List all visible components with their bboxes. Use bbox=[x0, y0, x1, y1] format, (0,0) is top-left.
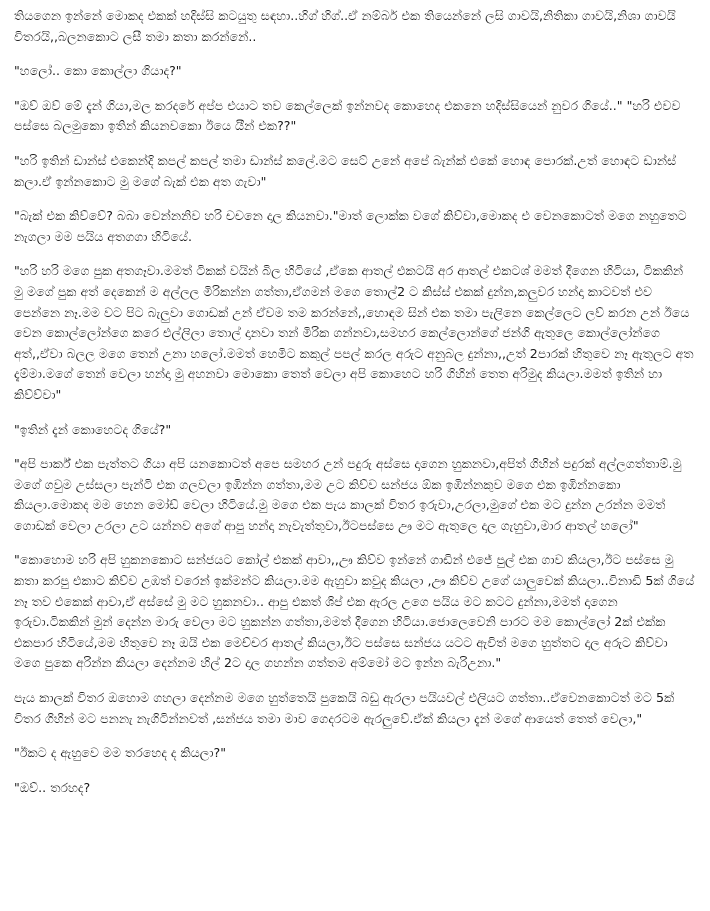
paragraph-8: "අපි පාර්ක් එක පැත්තට ගියා අපි යනකොටත් අපෙ සමහර උන් පදුරු අස්සෙ දාගෙන හුකනවා,අපිත් ගිහින් පදුරක් අල්ලගත්තාම්.මු මගේ ගවුම උස්සලා පැන්ටි එක ගලවලා ඉඹින්න ගත්තා,මම උට කිව්ව සන්ජය ඕක ඉඹින්නකුව මගෙ එක ඉඹින්නකො කියලා.මොකද මම හෙන මෝඩ් වෙලා හිටියේ.මු මගෙ එක පැය කාලක් විතර ඉරුවා,උරලා,මුගේ එක මට දුන්න උරන්න මමත් ගොඩක් වෙලා උරලා උට යන්නව අගේ ආපු හන්දා නැවැත්තුවා,ඊටපස්සෙ ඌ මට ඇතුලෙ දාල ගැහුවා,මාර ආතල් හලෝ" bbox=[14, 456, 682, 533]
paragraph-4: "හරි ඉතින් ඩාන්ස් එකෙන්දි කපල් කපල් තමා ඩාන්ස් කලේ.මට සෙට් උනේ අපේ බැන්ක් එකේ හොඳ පොරක්.උත් හොඳට ඩාන්ස් කලා.ඒ ඉන්නකොට මු මගේ බැක් එක අත ගැවා" bbox=[14, 152, 677, 189]
paragraph-9: "කොහොම හරි අපි හුකනකොට සන්ජයට කෝල් එකක් ආවා,,ඌ කිව්ව ඉන්නේ ගාඩින් එජේ පුල් එක ගාව කියලා,ඊට පස්සෙ මු කතා කරපු එකාට කිව්ව උඹත් වරෙන් ඉක්මන්ට කියලා.මම ඇහුවා කවුද කියලා ,ඌ කිව්ව උගේ යාලුවෙක් කියලා..විනාඩි 5ක් ගියේ නෑ තව එකෙක් ආවා,ඒ අස්සේ මු මට හුකනවා.. ආපු එකත් ශිප් එක ඇරල උගෙ පයිය මට කටට දුන්නා,මමත් දාගෙන ඉරුවා.ටිකකින් මුන් දෙන්න මාරු වෙලා මට හුකන්න ගත්තා,මමත් දීගෙන හිටියා.ජොලෙවෙනි පාරට මම කොල්ලෝ 2ක් එක්ක එකපාර හිටියේ,මම හිතුවෙ නෑ ඔයි එක මෙච්චර ආතල් කියලා,ඊට පස්සෙ සන්ජය යටට ඇවිත් මගෙ හුත්තට දාල අරුට කිව්වා මගෙ පුකෙ අරින්න කියලා දෙන්නම හිල් 2ට දාල ගහන්න ගත්තම අම්මෝ මට ඉන්න බැරිඋනා." bbox=[14, 552, 695, 671]
paragraph-5: "බැක් එක කිව්වේ? බබා වෙන්නනිව හරි චචනෙ දාල කියනවා."මාත් ලොක්ක වගේ කිව්වා,මොකද එ වෙනකොටත් මගෙ නහුතෙට නැගලා මම පයිය අතගගා හිටියේ. bbox=[14, 208, 687, 244]
paragraph-11: "ඊකට ද ඇහුවෙ මම තරහෙද ද කියලා?" bbox=[14, 745, 227, 761]
paragraph-1: තියගෙන ඉන්නේ මොකද එකක් හදිස්සි කටයුතු සඳහා..හිග් හිග්..ඒ නම්බර් එක තියෙන්නේ ලසි ගාවයි,නිතිකා ගාවයි,නිශා ගාවයි විතරයි,,බලනකොට ලසී තමා කතා කරන්නේ.. bbox=[14, 8, 676, 44]
paragraph-7: "ඉතින් දැන් කොහෙටද ගියේ?" bbox=[14, 421, 172, 437]
paragraph-2: "හලෝ.. කො කොල්ලා ගියාද?" bbox=[14, 63, 182, 79]
paragraph-3: "ඔව් ඔව් මේ දැන් ගියා,මල කරදරේ අප්ප එයාට තව කෙල්ලෙක් ඉන්නවද කොහෙද එකනෙ හදිස්සියෙන් නුවර ගියේ.." "හරි එවව පස්සෙ බලමුකො ඉතින් කියනවකො ඊයෙ යීන් එක??" bbox=[14, 97, 681, 134]
paragraph-10: පැය කාලක් විතර ඔහොම ගහලා දෙන්නම මගෙ හුත්තෙයි පුකෙයි බඩු ඇරලා පයියවල් එලියට ගත්තා..ඒවෙනකොටත් මට 5ක් විතර ගිහින් මට පනනැ නැගිටින්නවත් ,සන්ජය තමා මාව ගෙදරටම ඇරලුවේ.ඒක් කියලා දැන් මගේ ආයෙත් තෙත් වෙලා," bbox=[14, 690, 675, 726]
paragraph-12: "ඔව්.. තරහද? bbox=[14, 779, 91, 795]
paragraph-6: "හරි හරි මගෙ පුක අතගෑවා.මමත් ටිකක් වයින් බිල හිටියේ ,ඒකෙ ආතල් එකටයි අර ආතල් එකටශ් මමත් දීගෙන හිටියා, ටිකකින් මු මගේ පුක අත් දෙකෙන් ම අල්ලල මිරිකන්න ගත්තා,ඒගමන් මගෙ තොල්2 ට කිස්ස් එකක් දුන්න,කලුවර හන්දා කාටවත් එව පෙන්නෙ නෑ.මම වට පිට බැලුවා ගොඩක් උන් ඒවම තම කරන්නේ,,හොඳම සින් එක තමා පැලිනෙ කෙල්ලෙට ලව් කරන උන් ඊයෙ වෙන කොල්ලෝන්ගෙ කරෙ එල්ලිලා තොල් දානවා තන් මිරික ගන්නවා,සමහර කෙල්ලොන්ගේ ජන්ගි ඇතුලෙ කොල්ලෝන්ගෙ අත්,,ඒවා බලල මගෙ තෙන් උනා හලෝ.මමත් හෙමිට කකුල් පපල් කරල අරුට අනුබල දුන්නා,,උත් 2පාරක් හිතුවෙ නෑ ඇතුලට අත දැම්මා.මගේ තෙන් වෙලා හන්දා මු අහනවා මොකො තෙත් වෙලා අපි කොහෙට හරි ගිහින් තෙත අරිමුද කියලා.මමත් ඉතින් හා කිව්ව්වා" bbox=[14, 263, 694, 402]
